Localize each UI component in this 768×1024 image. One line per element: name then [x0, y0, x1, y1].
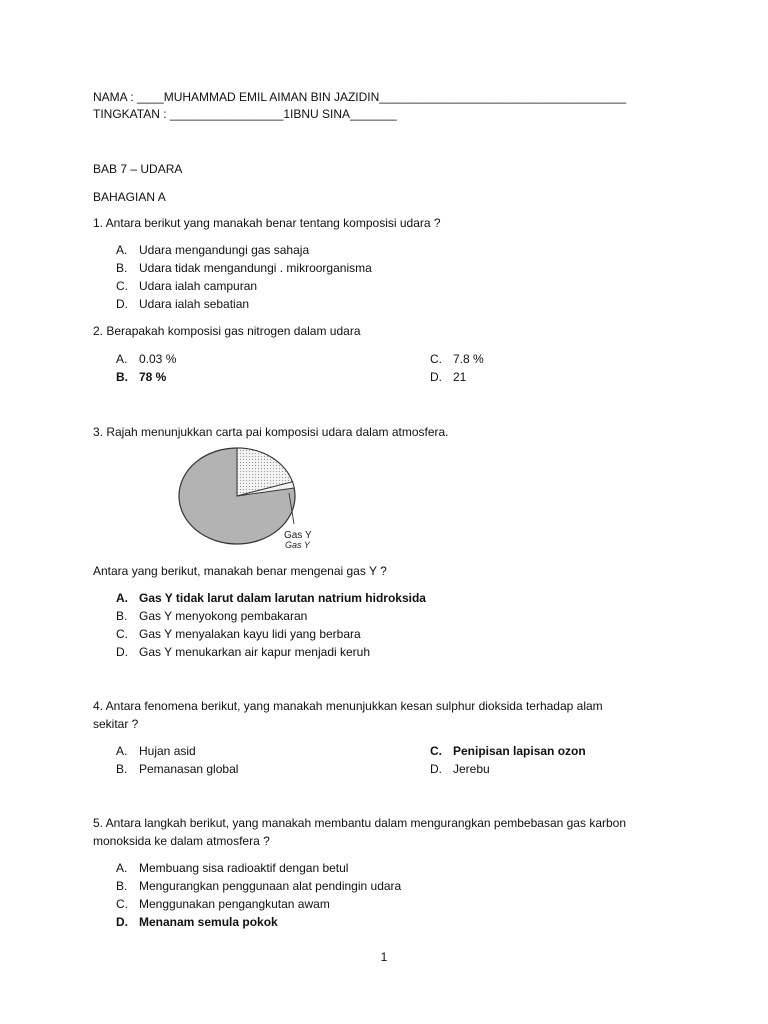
option-text: Menggunakan pengangkutan awam	[139, 897, 330, 911]
option-key: C.	[116, 897, 128, 911]
name-field: NAMA : ____MUHAMMAD EMIL AIMAN BIN JAZIDIN_____________________________________	[93, 90, 627, 104]
option-key: A.	[116, 744, 128, 758]
option-key: D.	[430, 762, 442, 776]
question-2: 2. Berapakah komposisi gas nitrogen dalam udara	[93, 324, 361, 338]
option-key: D.	[116, 645, 128, 659]
option-text: Hujan asid	[139, 744, 196, 758]
q4-option-c	[430, 744, 586, 758]
option-text: Membuang sisa radioaktif dengan betul	[139, 861, 349, 875]
option-text: 7.8 %	[453, 352, 484, 366]
q5-option-a	[116, 861, 348, 875]
option-key: C.	[430, 352, 442, 366]
pie-label-gas-y: Gas Y	[284, 530, 312, 541]
q2-option-c	[430, 352, 484, 366]
question-4-cont: sekitar ?	[93, 717, 139, 731]
option-key: B.	[116, 762, 128, 776]
option-text: Udara tidak mengandungi . mikroorganisma	[139, 261, 372, 275]
option-text: Gas Y menukarkan air kapur menjadi keruh	[139, 645, 371, 659]
question-5-cont: monoksida ke dalam atmosfera ?	[93, 834, 270, 848]
option-key: B.	[116, 261, 128, 275]
question-5: 5. Antara langkah berikut, yang manakah membantu dalam mengurangkan pembebasan gas karbon	[93, 816, 627, 830]
option-key: A.	[116, 591, 128, 605]
option-key: A.	[116, 861, 128, 875]
option-key: A.	[116, 352, 128, 366]
option-text: Penipisan lapisan ozon	[453, 744, 586, 758]
option-text: 21	[453, 370, 467, 384]
pie-chart-figure	[170, 446, 330, 556]
q2-option-b	[116, 370, 166, 384]
q5-option-c	[116, 897, 330, 911]
option-key: C.	[430, 744, 442, 758]
q4-option-a	[116, 744, 196, 758]
q1-option-c	[116, 279, 257, 293]
section-title: BAHAGIAN A	[93, 190, 166, 204]
option-text: Gas Y menyalakan kayu lidi yang berbara	[139, 627, 361, 641]
q5-option-d	[116, 915, 278, 929]
question-4: 4. Antara fenomena berikut, yang manakah menunjukkan kesan sulphur dioksida terhadap alam	[93, 699, 603, 713]
option-key: B.	[116, 370, 128, 384]
option-text: Jerebu	[453, 762, 490, 776]
page-number: 1	[380, 950, 388, 964]
q1-option-b	[116, 261, 372, 275]
chapter-title: BAB 7 – UDARA	[93, 162, 183, 176]
option-key: D.	[116, 297, 128, 311]
option-text: Mengurangkan penggunaan alat pendingin udara	[139, 879, 402, 893]
q4-option-d	[430, 762, 490, 776]
q3-option-d	[116, 645, 370, 659]
option-key: C.	[116, 627, 128, 641]
option-text: 0.03 %	[139, 352, 177, 366]
q2-option-d	[430, 370, 466, 384]
q5-option-b	[116, 879, 401, 893]
q2-option-a	[116, 352, 176, 366]
class-field: TINGKATAN : _________________1IBNU SINA_______	[93, 107, 397, 121]
option-key: D.	[116, 915, 128, 929]
option-key: B.	[116, 879, 128, 893]
q4-option-b	[116, 762, 238, 776]
q3-option-a	[116, 591, 426, 605]
pie-label-gas-y-italic: Gas Y	[285, 540, 310, 550]
question-1: 1. Antara berikut yang manakah benar tentang komposisi udara ?	[93, 216, 441, 230]
option-key: D.	[430, 370, 442, 384]
option-text: Udara ialah sebatian	[139, 297, 250, 311]
option-text: Udara ialah campuran	[139, 279, 258, 293]
q1-option-d	[116, 297, 249, 311]
option-text: Menanam semula pokok	[139, 915, 278, 929]
q3-option-b	[116, 609, 307, 623]
question-3: 3. Rajah menunjukkan carta pai komposisi udara dalam atmosfera.	[93, 425, 449, 439]
q3-option-c	[116, 627, 361, 641]
option-key: A.	[116, 243, 128, 257]
option-key: B.	[116, 609, 128, 623]
q1-option-a	[116, 243, 309, 257]
question-3-stem: Antara yang berikut, manakah benar mengenai gas Y ?	[93, 564, 387, 578]
option-text: Gas Y tidak larut dalam larutan natrium hidroksida	[139, 591, 426, 605]
option-key: C.	[116, 279, 128, 293]
option-text: 78 %	[139, 370, 167, 384]
option-text: Gas Y menyokong pembakaran	[139, 609, 308, 623]
option-text: Udara mengandungi gas sahaja	[139, 243, 310, 257]
option-text: Pemanasan global	[139, 762, 239, 776]
